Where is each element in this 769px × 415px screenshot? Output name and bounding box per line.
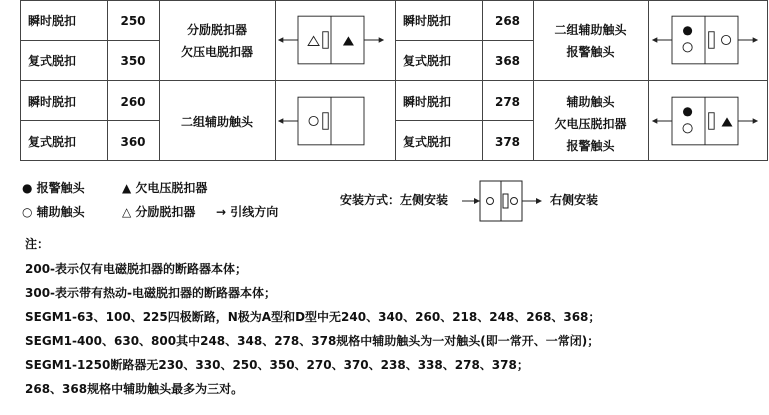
accessory-name: 二组辅助触头: [180, 115, 253, 129]
accessory-name: 欠电压脱扣器: [554, 117, 627, 131]
col-divider: [648, 0, 649, 160]
code-value: 378: [494, 135, 521, 149]
legend-undervoltage: ▲ 欠电压脱扣器: [122, 181, 208, 195]
row-divider: [107, 40, 159, 41]
code-value: 268: [494, 14, 521, 28]
wiring-diagram-aux-undervoltage-alarm: [650, 87, 760, 155]
row-divider: [20, 80, 768, 81]
filled-triangle-icon: ▲: [122, 181, 132, 195]
wiring-diagram-aux-alarm: [650, 6, 760, 74]
accessory-code-table: [20, 0, 768, 160]
trip-type-label: 瞬时脱扣: [28, 14, 77, 28]
trip-type-label: 瞬时脱扣: [403, 14, 452, 28]
note-line: SEGM1-63、100、225四极断路，N极为A型和D型中无240、340、260、218、248、268、368；: [25, 310, 601, 324]
wiring-diagram-shunt-undervoltage: [276, 6, 386, 74]
arrow-right-icon: →: [216, 205, 227, 219]
code-value: 368: [494, 54, 521, 68]
table-border-top: [20, 0, 768, 1]
note-line: SEGM1-400、630、800其中248、348、278、378规格中辅助触头为一对触头(即一常开、一常闭)；: [25, 334, 600, 348]
mounting-label: 安装方式：左侧安装: [340, 193, 449, 207]
trip-type-label: 复式脱扣: [28, 135, 77, 149]
notes-heading: 注：: [25, 237, 50, 251]
note-line: 200-表示仅有电磁脱扣器的断路器本体；: [25, 262, 248, 276]
code-value: 278: [494, 95, 521, 109]
accessory-name: 报警触头: [566, 45, 615, 59]
code-value: 350: [120, 54, 146, 68]
code-value: 250: [120, 14, 146, 28]
accessory-name: 辅助触头: [566, 95, 615, 109]
accessory-name: 欠压电脱扣器: [180, 45, 253, 59]
note-line: SEGM1-1250断路器无230、330、250、350、270、370、238、338、278、378；: [25, 358, 529, 372]
hollow-circle-icon: ○: [22, 205, 33, 219]
row-divider: [395, 120, 533, 121]
row-divider: [395, 40, 533, 41]
legend-alarm-contact: ● 报警触头: [22, 181, 85, 195]
trip-type-label: 瞬时脱扣: [28, 95, 77, 109]
accessory-name: 分励脱扣器: [186, 23, 247, 37]
legend-aux-contact: ○ 辅助触头: [22, 205, 85, 219]
legend-shunt-release: △ 分励脱扣器: [122, 205, 196, 219]
right-mount-label: 右侧安装: [550, 193, 599, 207]
trip-type-label: 复式脱扣: [403, 135, 452, 149]
row-divider: [107, 120, 159, 121]
note-line: 268、368规格中辅助触头最多为三对。: [25, 382, 244, 396]
note-line: 300-表示带有热动-电磁脱扣器的断路器本体；: [25, 286, 277, 300]
code-value: 260: [120, 95, 146, 109]
table-border-bottom: [20, 160, 768, 161]
legend-lead-direction: → 引线方向: [216, 205, 279, 219]
col-divider: [395, 0, 396, 160]
hollow-triangle-icon: △: [122, 205, 132, 219]
filled-circle-icon: ●: [22, 181, 33, 195]
mounting-diagram: [460, 178, 544, 224]
row-divider: [20, 40, 107, 41]
table-border-right: [767, 0, 768, 160]
code-value: 360: [120, 135, 146, 149]
row-divider: [20, 120, 107, 121]
trip-type-label: 复式脱扣: [28, 54, 77, 68]
accessory-name: 二组辅助触头: [554, 23, 627, 37]
trip-type-label: 复式脱扣: [403, 54, 452, 68]
trip-type-label: 瞬时脱扣: [403, 95, 452, 109]
wiring-diagram-two-aux: [276, 87, 386, 155]
table-border-left: [20, 0, 21, 160]
accessory-name: 报警触头: [566, 139, 615, 153]
